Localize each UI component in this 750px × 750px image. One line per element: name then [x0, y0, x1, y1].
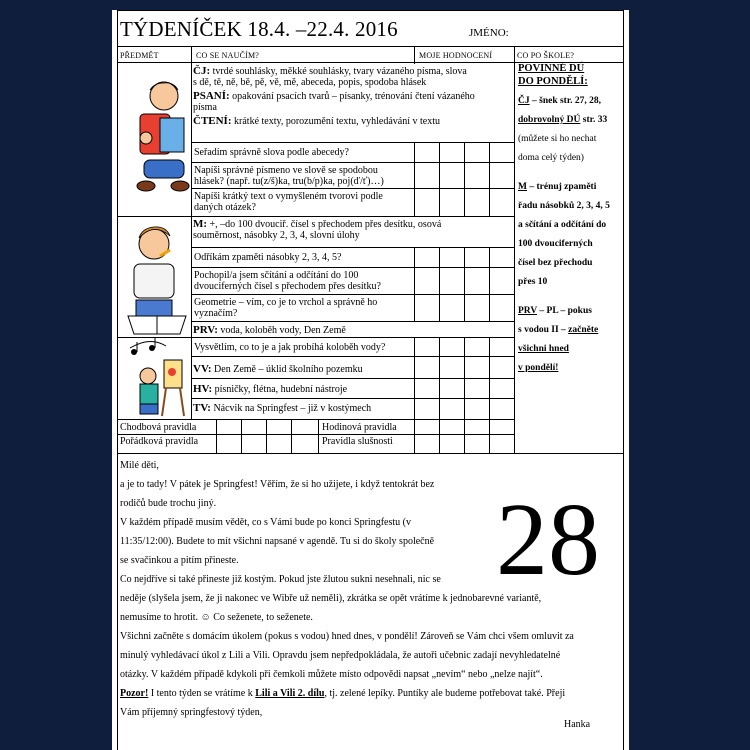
- hw-l12a: s vodou II –: [518, 325, 569, 335]
- psani-line2: písma: [193, 102, 217, 113]
- big-number: 28: [496, 482, 600, 597]
- hw-l7: a sčítání a odčítání do: [518, 220, 607, 230]
- signature: Hanka: [564, 719, 591, 730]
- letter-p13b: I tento týden se vrátíme k: [148, 688, 256, 699]
- cj-goal-2a: Napíši správné písmeno ve slově se spodobou: [194, 165, 378, 176]
- header-after: CO PO ŠKOLE?: [517, 51, 575, 60]
- cj-goal-3a: Napíši krátký text o vymyšleném tvorovi podle: [194, 191, 383, 202]
- hw-l9: čísel bez přechodu: [518, 258, 593, 268]
- name-label: JMÉNO:: [469, 27, 509, 39]
- vv-text: Den Země – úklid školního pozemku: [214, 364, 363, 375]
- letter-greeting: Milé děti,: [120, 460, 159, 471]
- hw-voluntary-text: str. 33: [580, 115, 608, 125]
- hw-l13: všichni hned: [518, 344, 569, 354]
- letter-p11: minulý vyhledávací úkol z Lili a Vili. Opravdu jsem nepředpokládala, že autoři učebnic zadají nevyhledatelné: [120, 650, 561, 661]
- cj-line2: s dě, tě, ně, bě, pě, vě, mě, abeceda, popis, spodoba hlásek: [193, 77, 427, 88]
- tv-label: TV:: [193, 402, 211, 414]
- rule-poradkova: Pořádková pravidla: [120, 436, 199, 447]
- letter-pozor: Pozor!: [120, 688, 149, 699]
- letter-p13d: , tj. zelené lepíky. Puntíky ale budeme potřebovat také. Přeji: [324, 688, 566, 699]
- cteni-text: krátké texty, porozumění textu, vyhledávání v textu: [234, 116, 440, 127]
- hw-l8: 100 dvouciferných: [518, 239, 593, 249]
- hw-m: M: [518, 182, 527, 192]
- header-learn: CO SE NAUČÍM?: [196, 51, 260, 60]
- cj-line1: tvrdé souhlásky, měkké souhlásky, tvary vázaného písma, slova: [212, 66, 467, 77]
- reading-child-icon: [130, 74, 192, 206]
- hw-cj-text: – šnek str. 27, 28,: [529, 96, 602, 106]
- hw-l14: v pondělí!: [518, 363, 559, 373]
- letter-p6: se svačinkou a pitím přineste.: [120, 555, 239, 566]
- homework-panel: [518, 62, 622, 378]
- hw-l4: doma celý týden): [518, 153, 584, 163]
- letter-p7: Co nejdříve si také přineste již kostým. Pokud jste žlutou sukni nesehnali, nic se: [120, 574, 441, 585]
- page-title: TÝDENÍČEK 18.4. –22.4. 2016: [120, 17, 398, 41]
- hw-l12b: začněte: [568, 325, 599, 335]
- thinking-child-icon: [126, 220, 188, 336]
- homework-title-1: POVINNÉ DÚ: [518, 63, 585, 74]
- hw-cj: ČJ: [518, 96, 530, 106]
- cj-goal-2b: hlásek? (např. tu(z/š)ka, tru(b/p)ka, poj(ď/ť)…): [194, 176, 384, 187]
- cj-goal-1: Seřadím správně slova podle abecedy?: [194, 147, 349, 158]
- hw-prv-text: – PL – pokus: [537, 306, 592, 316]
- hw-l3: (můžete si ho nechat: [518, 134, 597, 144]
- letter-p2: a je to tady! V pátek je Springfest! Věřím, že si ho užijete, i když tentokrát bez: [120, 479, 435, 490]
- m-goal-2b: dvouciferných čísel s přechodem přes desítku?: [194, 281, 381, 292]
- rule-slusnosti: Pravidla slušnosti: [322, 436, 393, 447]
- letter-p4: V každém případě musím vědět, co s Vámi bude po konci Springfestu (v: [120, 517, 411, 528]
- cteni-label: ČTENÍ:: [193, 115, 232, 127]
- m-line1: +, –do 100 dvouciř. čísel s přechodem přes desítku, osová: [209, 219, 442, 230]
- prv-label: PRV:: [193, 324, 218, 336]
- hw-l10: přes 10: [518, 277, 548, 287]
- vv-label: VV:: [193, 363, 212, 375]
- letter-book: Lili a Vili 2. dílu: [255, 688, 325, 699]
- tv-text: Nácvik na Springfest – již v kostýmech: [213, 403, 372, 414]
- homework-title-2: DO PONDĚLÍ:: [518, 76, 588, 87]
- hw-l6: řadu násobků 2, 3, 4, 5: [518, 201, 610, 211]
- rule-hodinova: Hodinová pravidla: [322, 422, 397, 433]
- hw-voluntary: dobrovolný DÚ: [518, 115, 581, 125]
- m-goal-3a: Geometrie – vím, co je to vrchol a správně ho: [194, 297, 378, 308]
- letter-p9: nemusíme to hrotit. ☺ Co seženete, to seženete.: [120, 612, 313, 623]
- cj-goal-3b: daných otázek?: [194, 202, 256, 213]
- music-painter-icon: [126, 336, 190, 418]
- m-goal-2a: Pochopil/a jsem sčítání a odčítání do 100: [194, 270, 359, 281]
- header-rating: MOJE HODNOCENÍ: [419, 51, 493, 60]
- letter-p12: otázky. V každém případě kdykoli při čemkoli můžete místo odpovědi napsat „nevím“ nebo „nelze najít“.: [120, 669, 543, 680]
- header-subject: PŘEDMĚT: [120, 51, 159, 60]
- hv-label: HV:: [193, 383, 213, 395]
- hw-m-text: – trénuj zpaměti: [526, 182, 597, 192]
- psani-line1: opakování psacích tvarů – písanky, trénování čtení vázaného: [232, 91, 475, 102]
- m-line2: souměrnost, násobky 2, 3, 4, slovní úlohy: [193, 230, 360, 241]
- hv-text: písničky, flétna, hudební nástroje: [214, 384, 348, 395]
- psani-label: PSANÍ:: [193, 90, 230, 102]
- m-label: M:: [193, 218, 208, 230]
- hw-prv: PRV: [518, 306, 538, 316]
- cj-label: ČJ:: [193, 65, 211, 77]
- m-goal-1: Odříkám zpaměti násobky 2, 3, 4, 5?: [194, 252, 342, 263]
- m-goal-3b: vyznačím?: [194, 308, 238, 319]
- prv-goal: Vysvětlím, co to je a jak probíhá koloběh vody?: [194, 342, 386, 353]
- letter-p5: 11:35/12:00). Budete to mít všichni napsané v agendě. Tu si do školy společně: [120, 536, 435, 547]
- letter-p3: rodičů bude trochu jiný.: [120, 498, 217, 509]
- letter-p8: neděje (slyšela jsem, že ji nakonec ve Wibře už neměli), zkrátka se opět vrátíme k jednobarevné variantě,: [120, 593, 542, 604]
- letter-p14: Vám příjemný springfestový týden,: [120, 707, 263, 718]
- rule-chodbova: Chodbová pravidla: [120, 422, 197, 433]
- worksheet-page: [112, 10, 629, 750]
- letter-p10: Všichni začněte s domácím úkolem (pokus s vodou) hned dnes, v pondělí! Zároveň se Vám chci všem omluvit za: [120, 631, 574, 642]
- prv-text: voda, koloběh vody, Den Země: [220, 325, 346, 336]
